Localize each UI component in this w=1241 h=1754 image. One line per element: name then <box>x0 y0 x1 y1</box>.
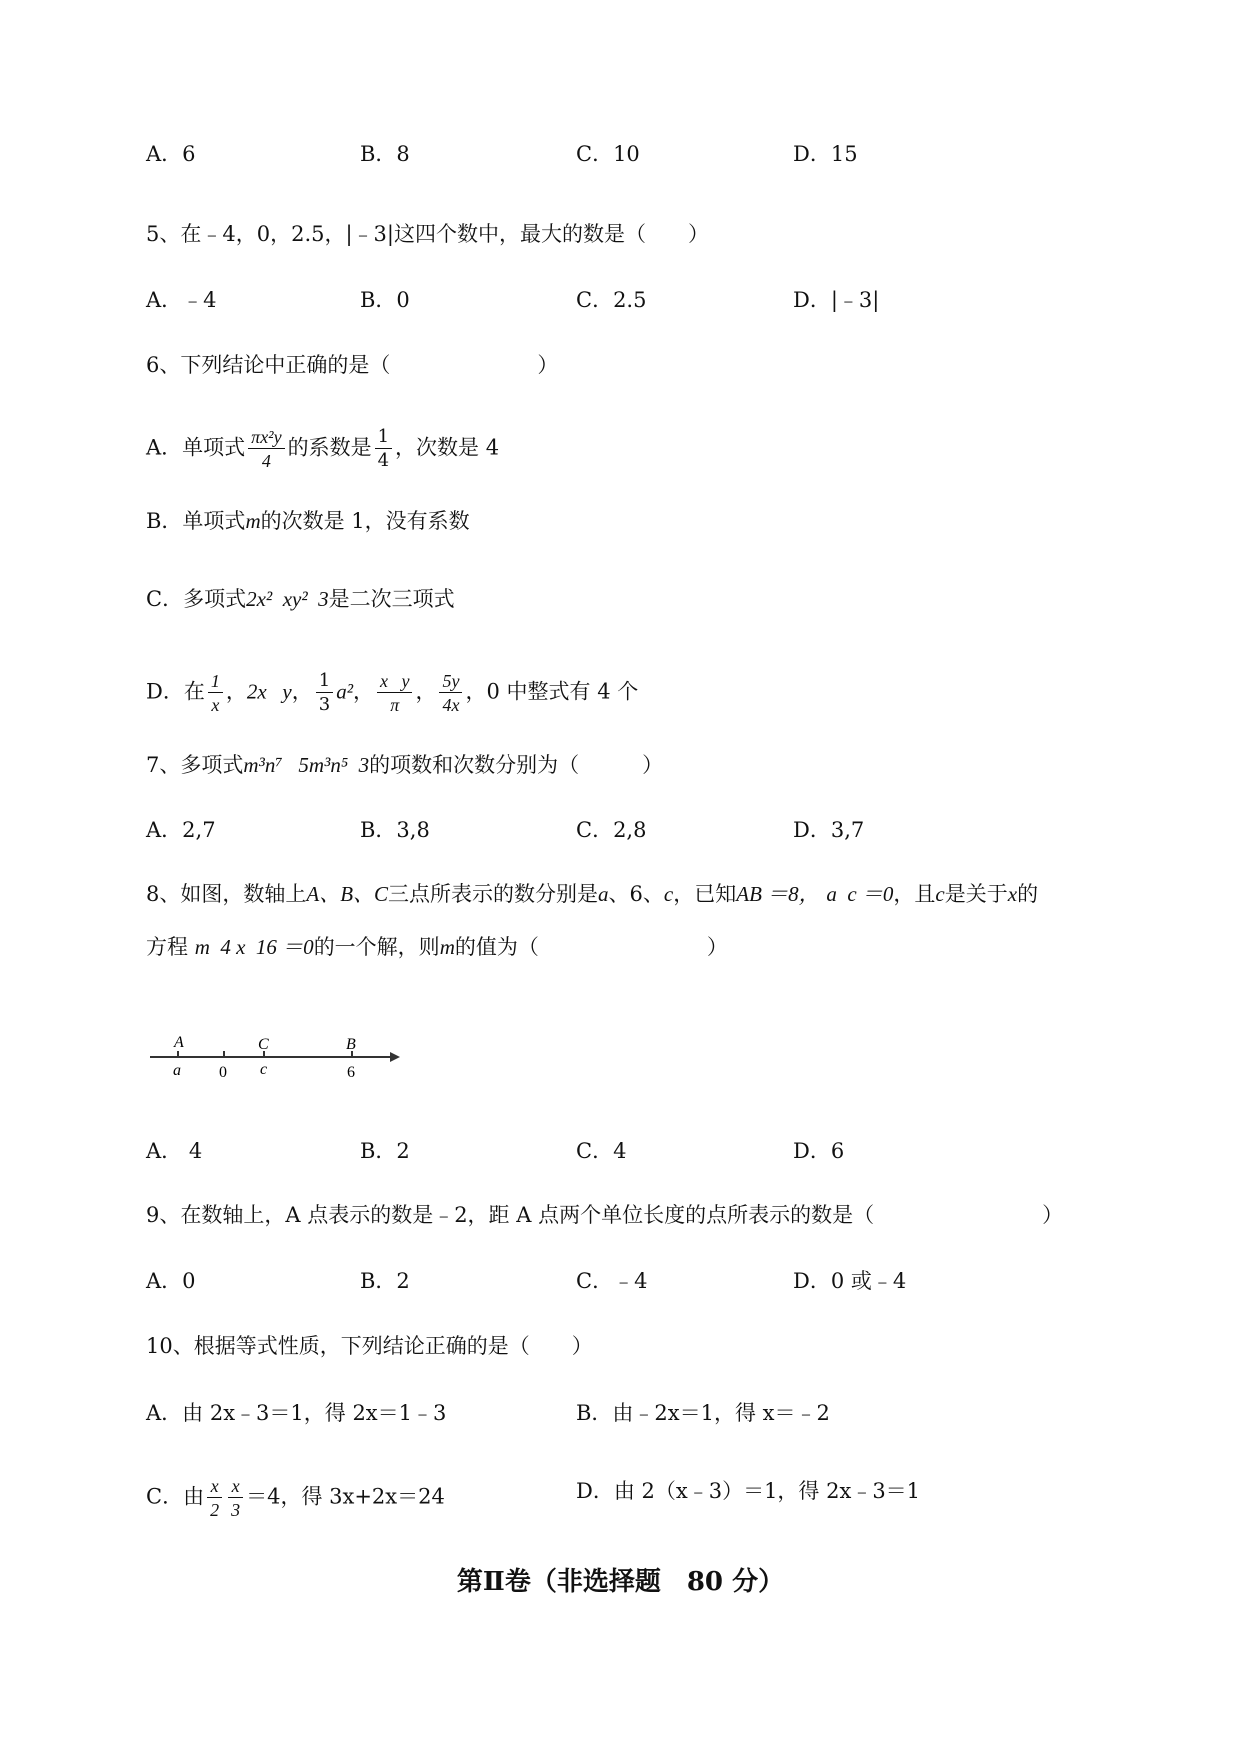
q7-option-d: D．3,7 <box>793 818 865 842</box>
q8-stem-line1: 8、如图，数轴上A、B、C三点所表示的数分别是a、6、c，已知AB ＝8， a c ＝0，且c是关于x的 <box>146 882 1039 906</box>
label-A: A <box>174 1034 184 1051</box>
label-6: 6 <box>347 1064 355 1081</box>
q8-option-a: A． 4 <box>146 1139 203 1163</box>
q7-option-a: A．2,7 <box>146 818 216 842</box>
number-line-arrow <box>390 1052 400 1062</box>
q10-stem: 10、根据等式性质，下列结论正确的是（ ） <box>146 1334 593 1358</box>
q8-option-d: D．6 <box>793 1139 845 1163</box>
label-a: a <box>173 1062 181 1079</box>
q5-option-b: B．0 <box>360 288 410 312</box>
q5-option-d: D．|﹣3| <box>793 288 880 312</box>
label-c: c <box>260 1061 268 1078</box>
q5-stem: 5、在﹣4，0，2.5，|﹣3|这四个数中，最大的数是（ ） <box>146 222 709 246</box>
q4-option-a: A．6 <box>146 142 196 166</box>
q9-option-b: B．2 <box>360 1269 410 1293</box>
q4-option-d: D．15 <box>793 142 858 166</box>
q9-stem: 9、在数轴上，A 点表示的数是﹣2，距 A 点两个单位长度的点所表示的数是（ ） <box>146 1203 1064 1227</box>
number-line-figure <box>148 1032 408 1082</box>
q7-option-b: B．3,8 <box>360 818 430 842</box>
q10-option-c: C．由 $\frac{x}{2}$ $\frac{x}{3}$ ＝4，得 3x+2x＝24 <box>146 1476 445 1520</box>
q5-option-c: C．2.5 <box>576 288 647 312</box>
q5-option-a: A．﹣4 <box>146 288 217 312</box>
q6-option-a: A．单项式 $\frac{\text{πx²y}}{4}$ 的系数是 $\frac{1}{4}$ ，次数是 4 <box>146 426 500 471</box>
q6-option-b: B．单项式m的次数是 1，没有系数 <box>146 509 470 533</box>
q10-option-d: D．由 2（x﹣3）＝1，得 2x﹣3＝1 <box>576 1479 921 1503</box>
q10-option-a: A．由 2x﹣3＝1，得 2x＝1﹣3 <box>146 1401 447 1425</box>
q4-option-c: C．10 <box>576 142 640 166</box>
section-title: 第Ⅱ卷（非选择题 80 分） <box>456 1567 785 1597</box>
q7-option-c: C．2,8 <box>576 818 647 842</box>
q7-stem: 7、多项式m³n⁷ 5m³n⁵ 3的项数和次数分别为（ ） <box>146 753 664 777</box>
q9-option-a: A．0 <box>146 1269 196 1293</box>
q4-option-b: B．8 <box>360 142 410 166</box>
q10-option-b: B．由﹣2x＝1，得 x＝﹣2 <box>576 1401 830 1425</box>
label-B: B <box>346 1036 356 1053</box>
q8-stem-line2: 方程 m 4 x 16 ＝0的一个解，则m的值为（ ） <box>146 935 728 959</box>
q9-option-d: D．0 或﹣4 <box>793 1269 907 1293</box>
q8-option-b: B．2 <box>360 1139 410 1163</box>
q9-option-c: C．﹣4 <box>576 1269 648 1293</box>
q6-option-d: D．在 $\frac{1}{x}$ ，2x y， $\frac{1}{3}$ a²， $\frac{\text{x y}}{\pi}$ ， $\frac{5y}{4x}$ ，0 中整式有 4 个 <box>146 670 639 715</box>
q8-option-c: C．4 <box>576 1139 627 1163</box>
label-C: C <box>258 1036 269 1053</box>
q6-stem: 6、下列结论中正确的是（ ） <box>146 353 559 377</box>
label-0: 0 <box>219 1064 227 1081</box>
q6-option-c: C．多项式2x² xy² 3是二次三项式 <box>146 587 455 611</box>
